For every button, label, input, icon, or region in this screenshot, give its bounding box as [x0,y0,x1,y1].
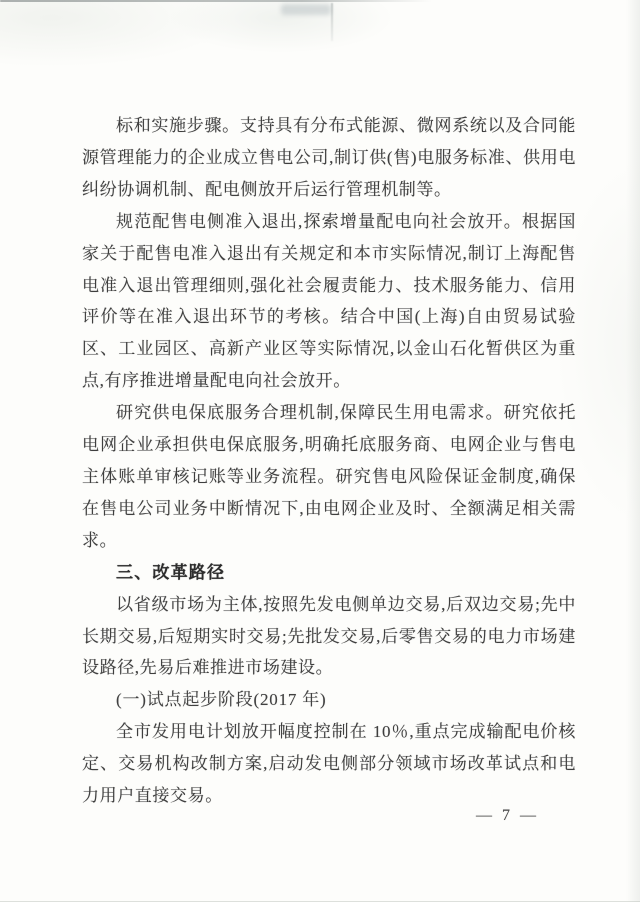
scan-artifact-vertical-line [331,3,333,41]
paragraph-implementation-steps: 标和实施步骤。支持具有分布式能源、微网系统以及合同能源管理能力的企业成立售电公司,制订供(售)电服务标准、供用电纠纷协调机制、配电侧放开后运行管理机制等。 [82,116,576,199]
paragraph-distribution-retail-access: 规范配售电侧准入退出,探索增量配电向社会放开。根据国家关于配售电准入退出有关规定和本市实际情况,制订上海配售电准入退出管理细则,强化社会履责能力、技术服务能力、信用评价等在准入退出环节的考核。结合中国(上海)自由贸易试验区、工业园区、高新产业区等实际情况,以金山石化暂供区为重点,有序推进增量配电向社会放开。 [82,211,576,391]
scan-artifact-smudge [281,4,331,15]
page-number: — 7 — [476,807,539,824]
paragraph-pilot-stage-detail: 全市发用电计划放开幅度控制在 10％,重点完成输配电价核定、交易机构改制方案,启动发电侧部分领域市场改革试点和电力用户直接交易。 [82,722,576,806]
paragraph-market-construction-path: 以省级市场为主体,按照先发电侧单边交易,后双边交易;先中长期交易,后短期实时交易;先批发交易,后零售交易的电力市场建设路径,先易后难推进市场建设。 [82,594,576,678]
document-body [82,110,576,812]
subsection-heading-pilot-stage-2017: (一)试点起步阶段(2017 年) [116,690,327,710]
section-heading-reform-path: 三、改革路径 [116,562,226,582]
scan-artifact-top-edge-line [0,0,432,2]
paragraph-supply-guarantee-service: 研究供电保底服务合理机制,保障民生用电需求。研究依托电网企业承担供电保底服务,明确托底服务商、电网企业与售电主体账单审核记账等业务流程。研究售电风险保证金制度,确保在售电公司业务中断情况下,由电网企业及时、全额满足相关需求。 [82,403,576,550]
